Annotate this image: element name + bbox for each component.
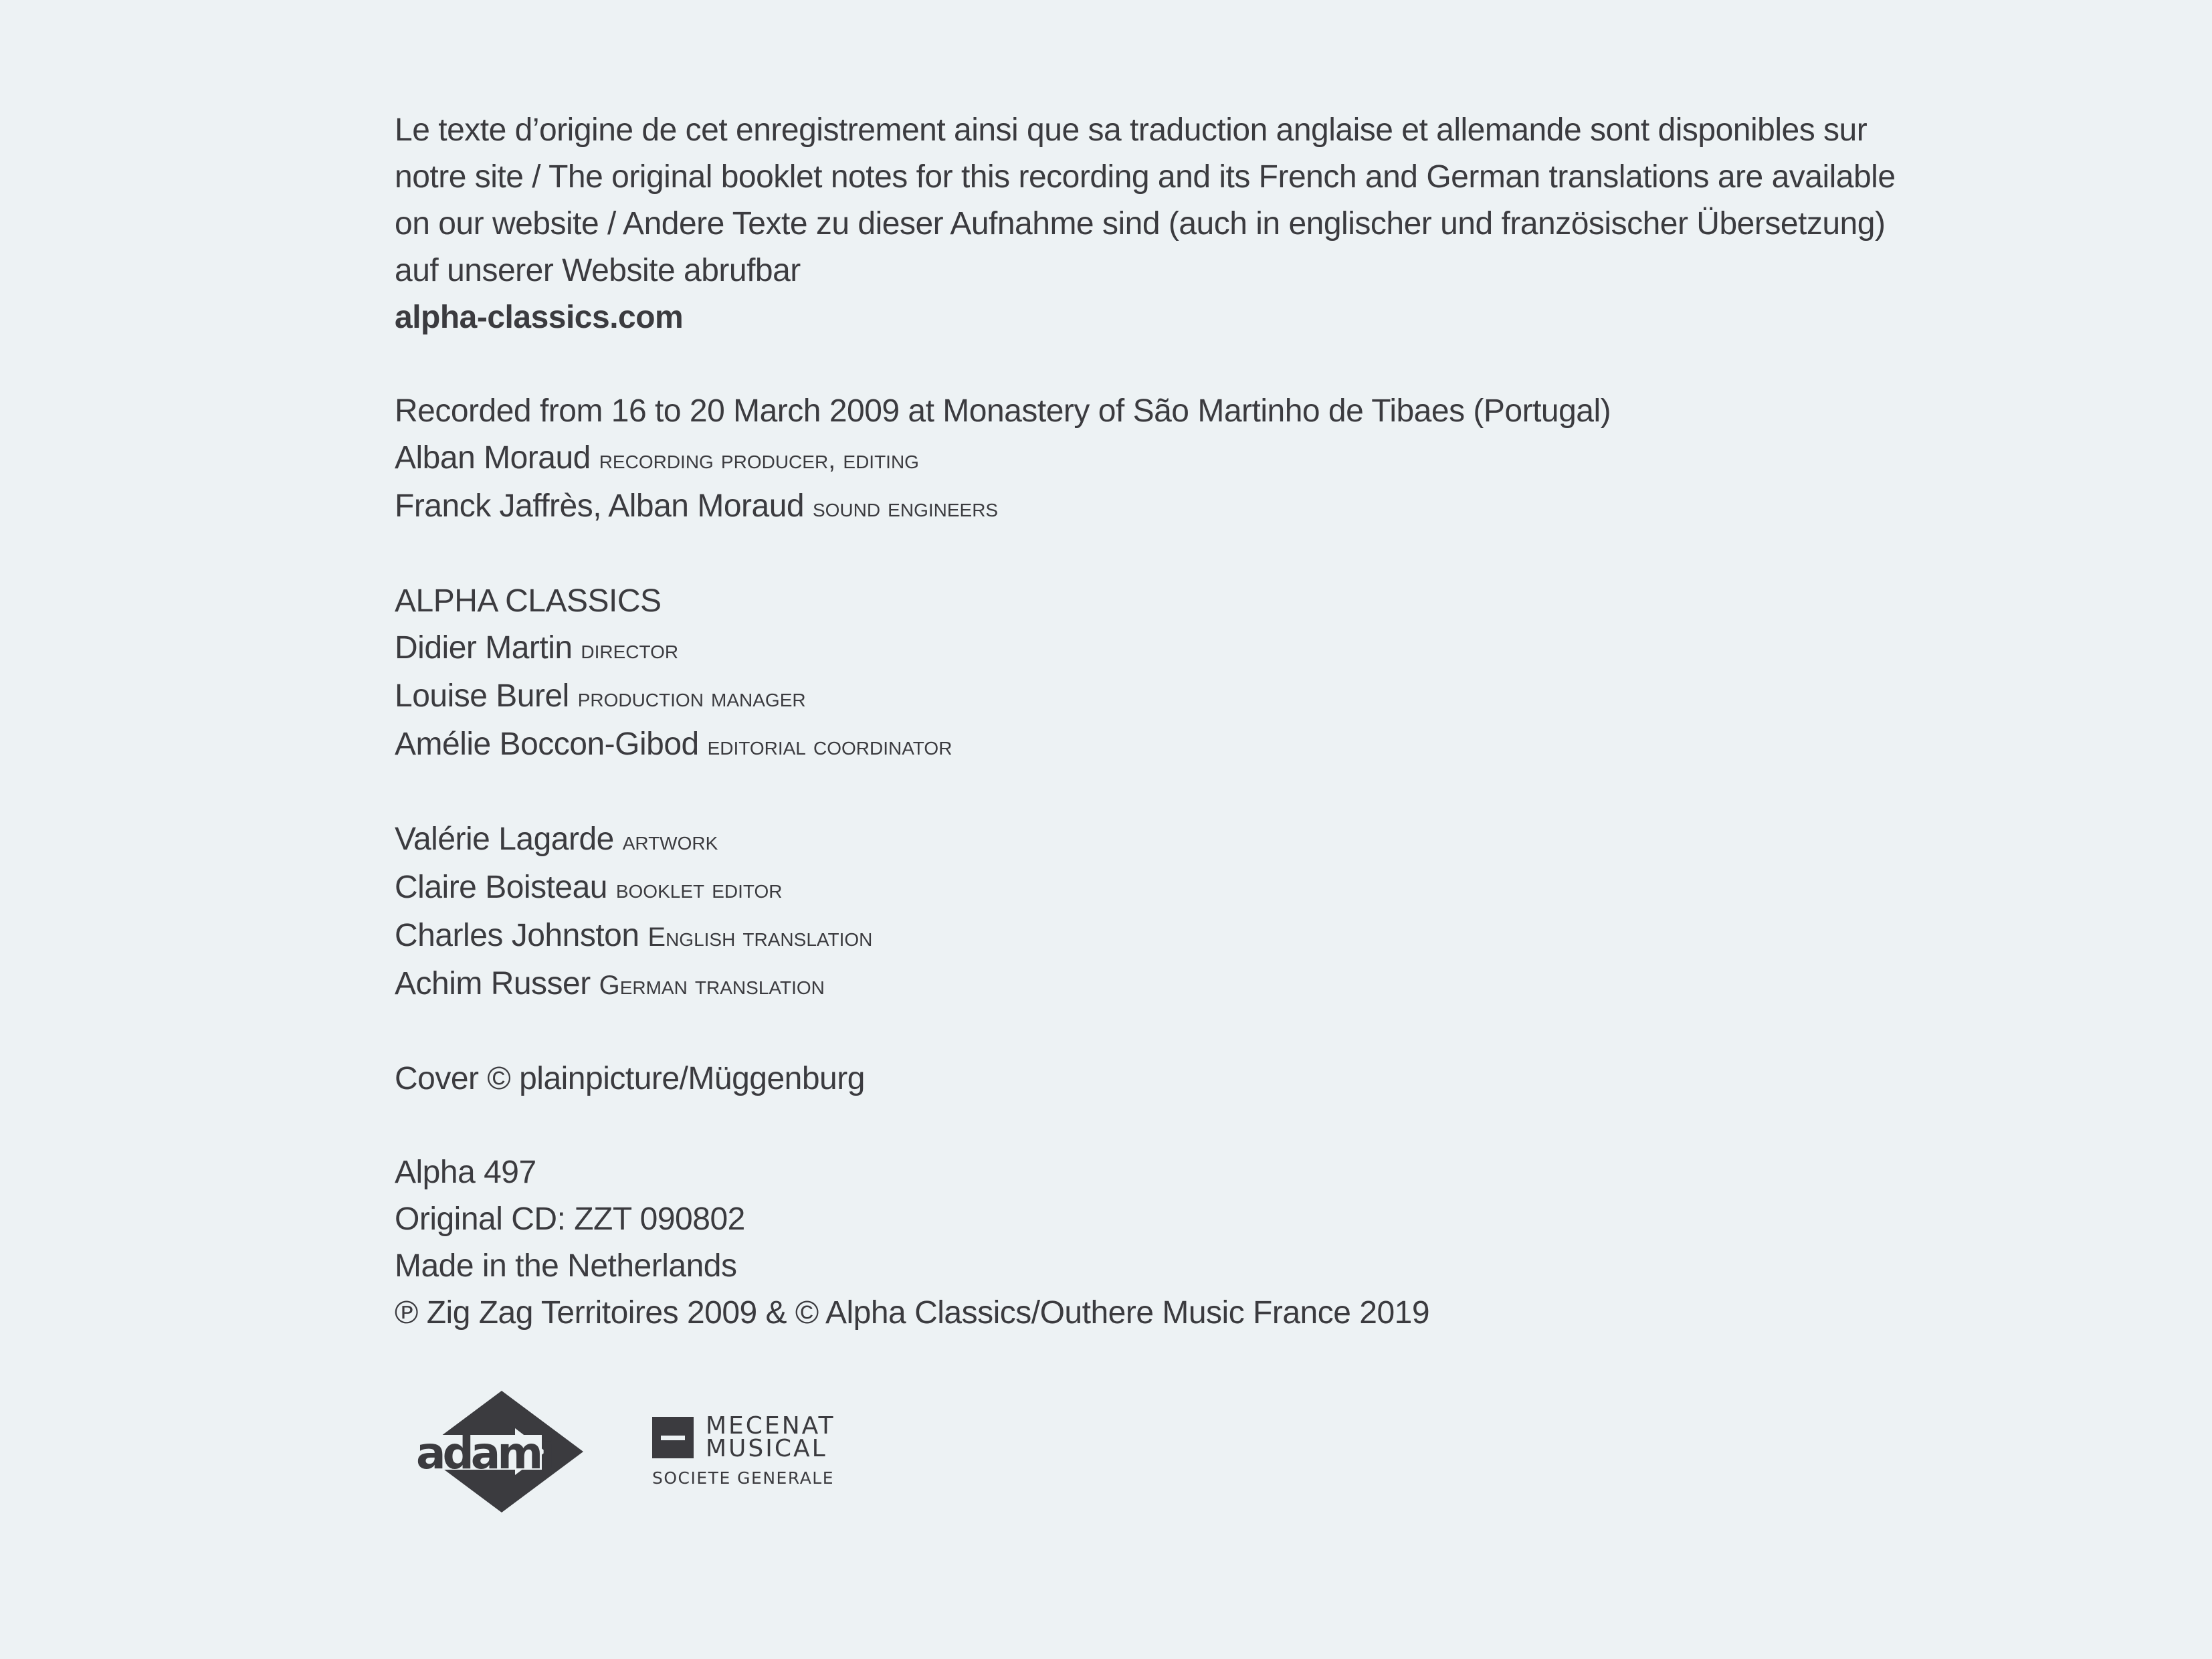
intro-line: notre site / The original booklet notes for this recording and its French and German translations are available: [395, 159, 1896, 195]
credit-line: [395, 721, 1906, 769]
credit-role: production manager: [577, 683, 806, 712]
credit-line: [395, 961, 1906, 1009]
intro-section: [395, 107, 1906, 341]
credits-page: [395, 107, 1906, 1337]
credit-name: Alban Moraud: [395, 440, 591, 476]
recording-section: [395, 388, 1906, 531]
credit-role: recording producer, editing: [599, 445, 919, 474]
mecenat-mark: [652, 1417, 694, 1458]
original-cd: Original CD: ZZT 090802: [395, 1201, 745, 1237]
credit-role: German translation: [599, 971, 825, 1000]
adami-logo: [415, 1388, 589, 1515]
mecenat-logo: [652, 1412, 866, 1490]
booklet-section: [395, 816, 1906, 1009]
svg-text:adami: adami: [416, 1428, 552, 1479]
societe-generale-text: SOCIETE GENERALE: [652, 1468, 835, 1488]
label-heading: ALPHA CLASSICS: [395, 583, 662, 619]
cover-section: [395, 1056, 1906, 1102]
credit-name: Claire Boisteau: [395, 870, 607, 905]
credit-role: editorial coordinator: [707, 731, 952, 761]
musical-text: MUSICAL: [706, 1435, 827, 1462]
credit-line: [395, 912, 1906, 961]
intro-line: on our website / Andere Texte zu dieser Aufnahme sind (auch in englischer und französischer Übersetzung): [395, 206, 1886, 241]
catalog-number: Alpha 497: [395, 1155, 536, 1190]
credit-name: Louise Burel: [395, 678, 569, 714]
credit-role: director: [581, 635, 679, 664]
website-link[interactable]: alpha-classics.com: [395, 300, 684, 335]
credit-name: Valérie Lagarde: [395, 821, 614, 857]
credit-line: [395, 625, 1906, 673]
credit-name: Franck Jaffrès, Alban Moraud: [395, 488, 805, 524]
credit-line: [395, 483, 1906, 531]
credit-role: booklet editor: [615, 874, 783, 904]
credit-line: [395, 673, 1906, 721]
sponsor-logos: [415, 1388, 883, 1515]
credit-name: Achim Russer: [395, 966, 591, 1001]
recording-info: Recorded from 16 to 20 March 2009 at Monastery of São Martinho de Tibaes (Portugal): [395, 393, 1611, 429]
intro-line: auf unserer Website abrufbar: [395, 253, 801, 288]
credit-role: sound engineers: [812, 493, 999, 522]
intro-line: Le texte d’origine de cet enregistrement ainsi que sa traduction anglaise et allemande sont disponibles sur: [395, 112, 1868, 148]
credit-name: Didier Martin: [395, 630, 573, 666]
credit-role: English translation: [647, 922, 873, 952]
credit-name: Charles Johnston: [395, 918, 639, 953]
credit-line: [395, 816, 1906, 864]
release-section: [395, 1149, 1906, 1337]
credit-name: Amélie Boccon-Gibod: [395, 726, 699, 762]
credit-role: artwork: [622, 826, 718, 856]
credit-line: [395, 864, 1906, 912]
mecenat-text: MECENAT: [706, 1412, 835, 1440]
label-section: [395, 578, 1906, 769]
copyright-line: ℗ Zig Zag Territoires 2009 & © Alpha Classics/Outhere Music France 2019: [395, 1295, 1430, 1331]
made-in: Made in the Netherlands: [395, 1248, 737, 1284]
credit-line: [395, 435, 1906, 483]
cover-credit: Cover © plainpicture/Müggenburg: [395, 1061, 865, 1096]
